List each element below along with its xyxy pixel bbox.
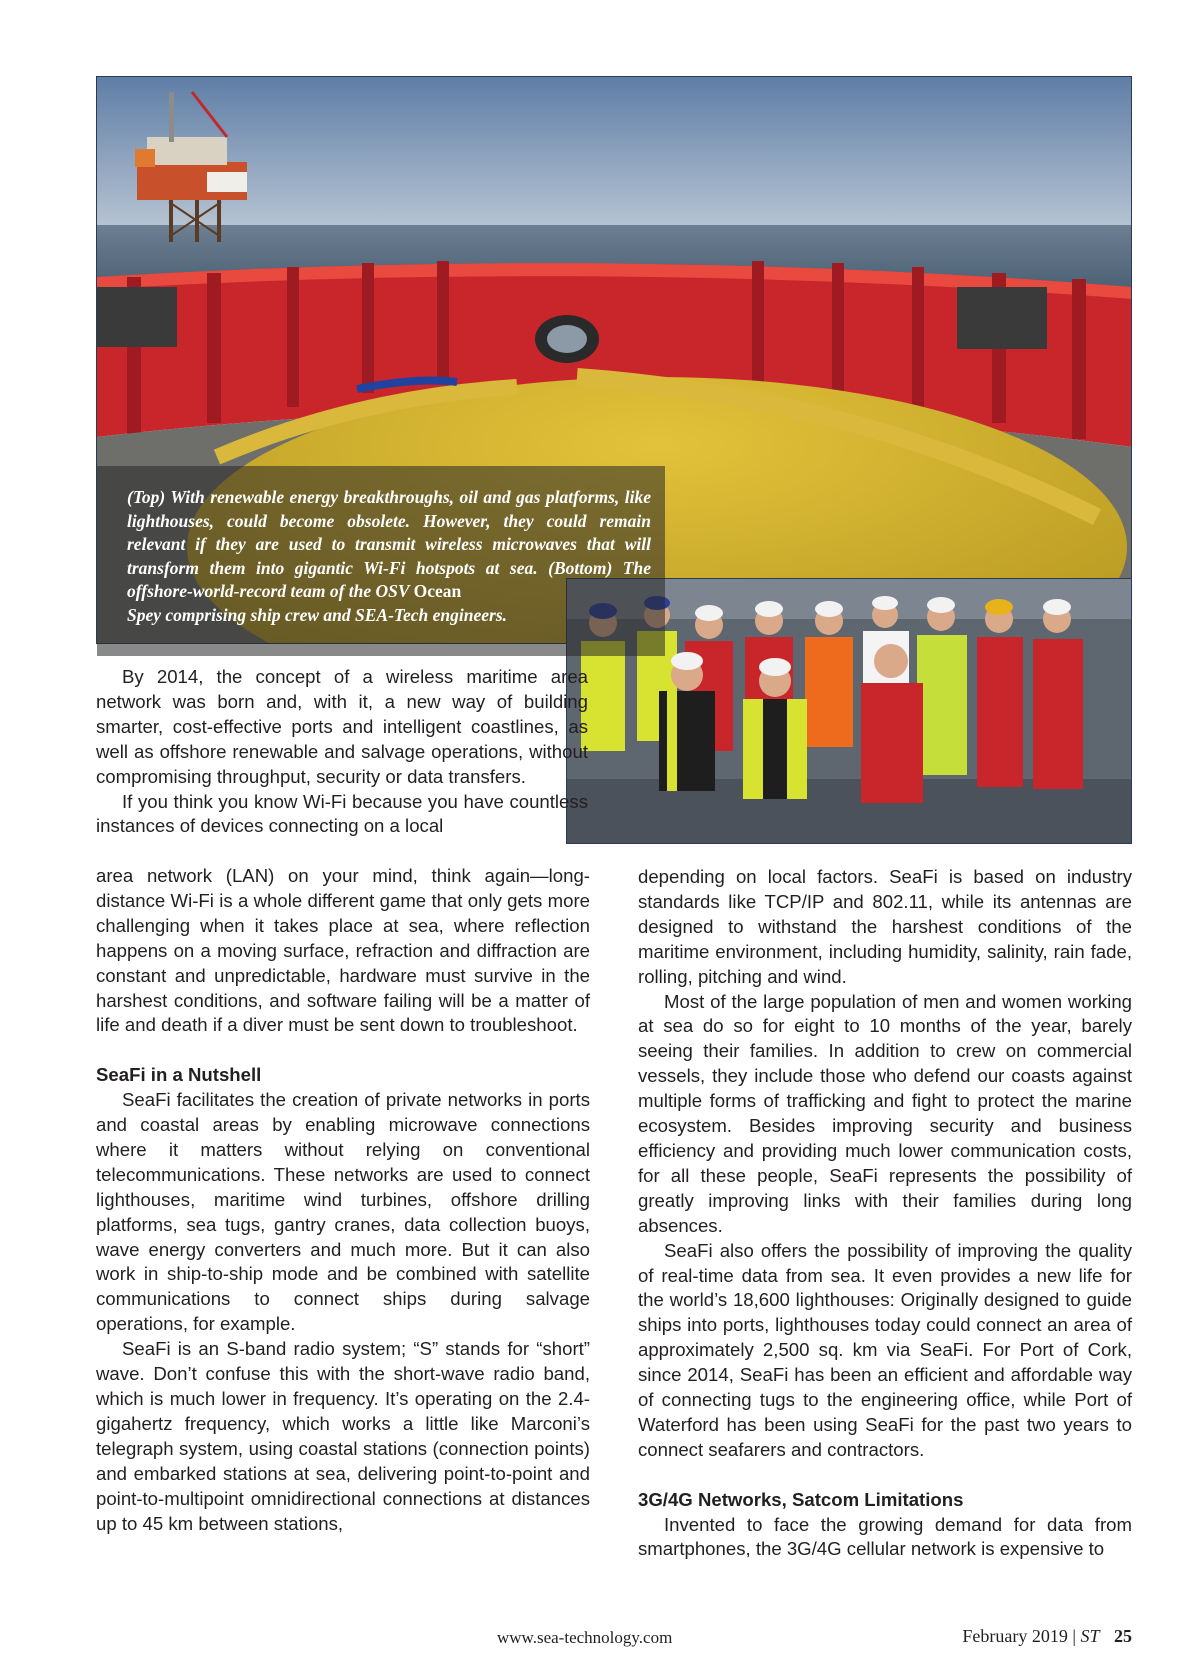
photo-caption: [97, 466, 665, 656]
footer-website-link[interactable]: www.sea-technology.com: [497, 1628, 673, 1647]
paragraph-intro-2a: If you think you know Wi-Fi because you have countless instances of devices connecting on a local: [96, 790, 588, 837]
paragraph-seafi-1: SeaFi facilitates the creation of private networks in ports and coastal areas by enabling microwave connections where it matters without relying on conventional telecommunications. These networks are used to connect lighthouses, maritime wind turbines, offshore drilling platforms, sea tugs, gantry cranes, data collection buoys, wave energy converters and much more. But it can also work in ship-to-ship mode and be combined with satellite communications to connect ships during salvage operations, for example.: [96, 1089, 590, 1335]
caption-part-1: (Top) With renewable energy breakthroughs, oil and gas platforms, like lighthouses, could become obsolete. However, they could remain relevant if they are used to transmit wireless microwaves that will transform them into gigantic Wi-Fi hotspots at sea. (Bottom) The offshore-world-record team of the OSV: [127, 487, 651, 602]
section-heading-seafi: SeaFi in a Nutshell: [96, 1064, 262, 1086]
paragraph-right-4: Invented to face the growing demand for data from smartphones, the 3G/4G cellular network is expensive to: [638, 1513, 1132, 1560]
caption-part-upright: Ocean: [413, 581, 462, 602]
page-number: 25: [1114, 1626, 1132, 1646]
paragraph-intro-1: By 2014, the concept of a wireless maritime area network was born and, with it, a new way of building smarter, cost-effective ports and intelligent coastlines, as well as offshore renewable and salvage operations, without compromising throughput, security or data transfers.: [96, 666, 588, 787]
article-column-right: [638, 865, 1132, 1562]
paragraph-right-3: SeaFi also offers the possibility of improving the quality of real-time data from sea. It even provides a new life for the world’s 18,600 lighthouses: Originally designed to guide ships into ports, lighthouses today could connect an area of approximately 2,500 sq. km via SeaFi. For Port of Cork, since 2014, SeaFi has been an efficient and affordable way of connecting tugs to the engineering office, while Port of Waterford has been using SeaFi for the past two years to connect seafarers and contractors.: [638, 1239, 1132, 1460]
photo-caption-text: [127, 486, 651, 628]
paragraph-right-1: depending on local factors. SeaFi is based on industry standards like TCP/IP and 802.11, while its antennas are designed to withstand the harshest conditions of the maritime environment, including humidity, salinity, rain fade, rolling, pitching and wind.: [638, 866, 1132, 987]
footer-date: February 2019 |: [962, 1626, 1076, 1646]
caption-part-end: Spey comprising ship crew and SEA-Tech engineers.: [127, 604, 508, 625]
footer-issue-info: [962, 1626, 1132, 1647]
sky: [97, 77, 1132, 227]
footer-magazine: ST: [1080, 1626, 1100, 1646]
paragraph-right-2: Most of the large population of men and women working at sea do so for eight to 10 months of the year, barely seeing their families. In addition to crew on commercial vessels, they include those who defend our coasts against multiple forms of trafficking and fight to protect the marine ecosystem. Besides improving security and business efficiency and providing much lower communication costs, for all these people, SeaFi represents the possibility of greatly improving links with their families during long absences.: [638, 990, 1132, 1236]
paragraph-seafi-2: SeaFi is an S-band radio system; “S” stands for “short” wave. Don’t confuse this with the short-wave radio band, which is much lower in frequency. It’s operating on the 2.4-gigahertz frequency, which works a little like Marconi’s telegraph system, using coastal stations (connection points) and embarked stations at sea, delivering point-to-point and point-to-multipoint omnidirectional connections at distances up to 45 km between stations,: [96, 1338, 590, 1534]
article-column-left: [96, 864, 590, 1536]
section-heading-3g4g: 3G/4G Networks, Satcom Limitations: [638, 1488, 964, 1510]
paragraph-intro-2b: area network (LAN) on your mind, think again—long-distance Wi-Fi is a whole different game that only gets more challenging when it takes place at sea, where reflection happens on a moving surface, refraction and diffraction are constant and unpredictable, hardware must survive in the harshest conditions, and software failing will be a matter of life and death if a diver must be sent down to troubleshoot.: [96, 865, 590, 1036]
article-column-left-top: [96, 665, 588, 839]
